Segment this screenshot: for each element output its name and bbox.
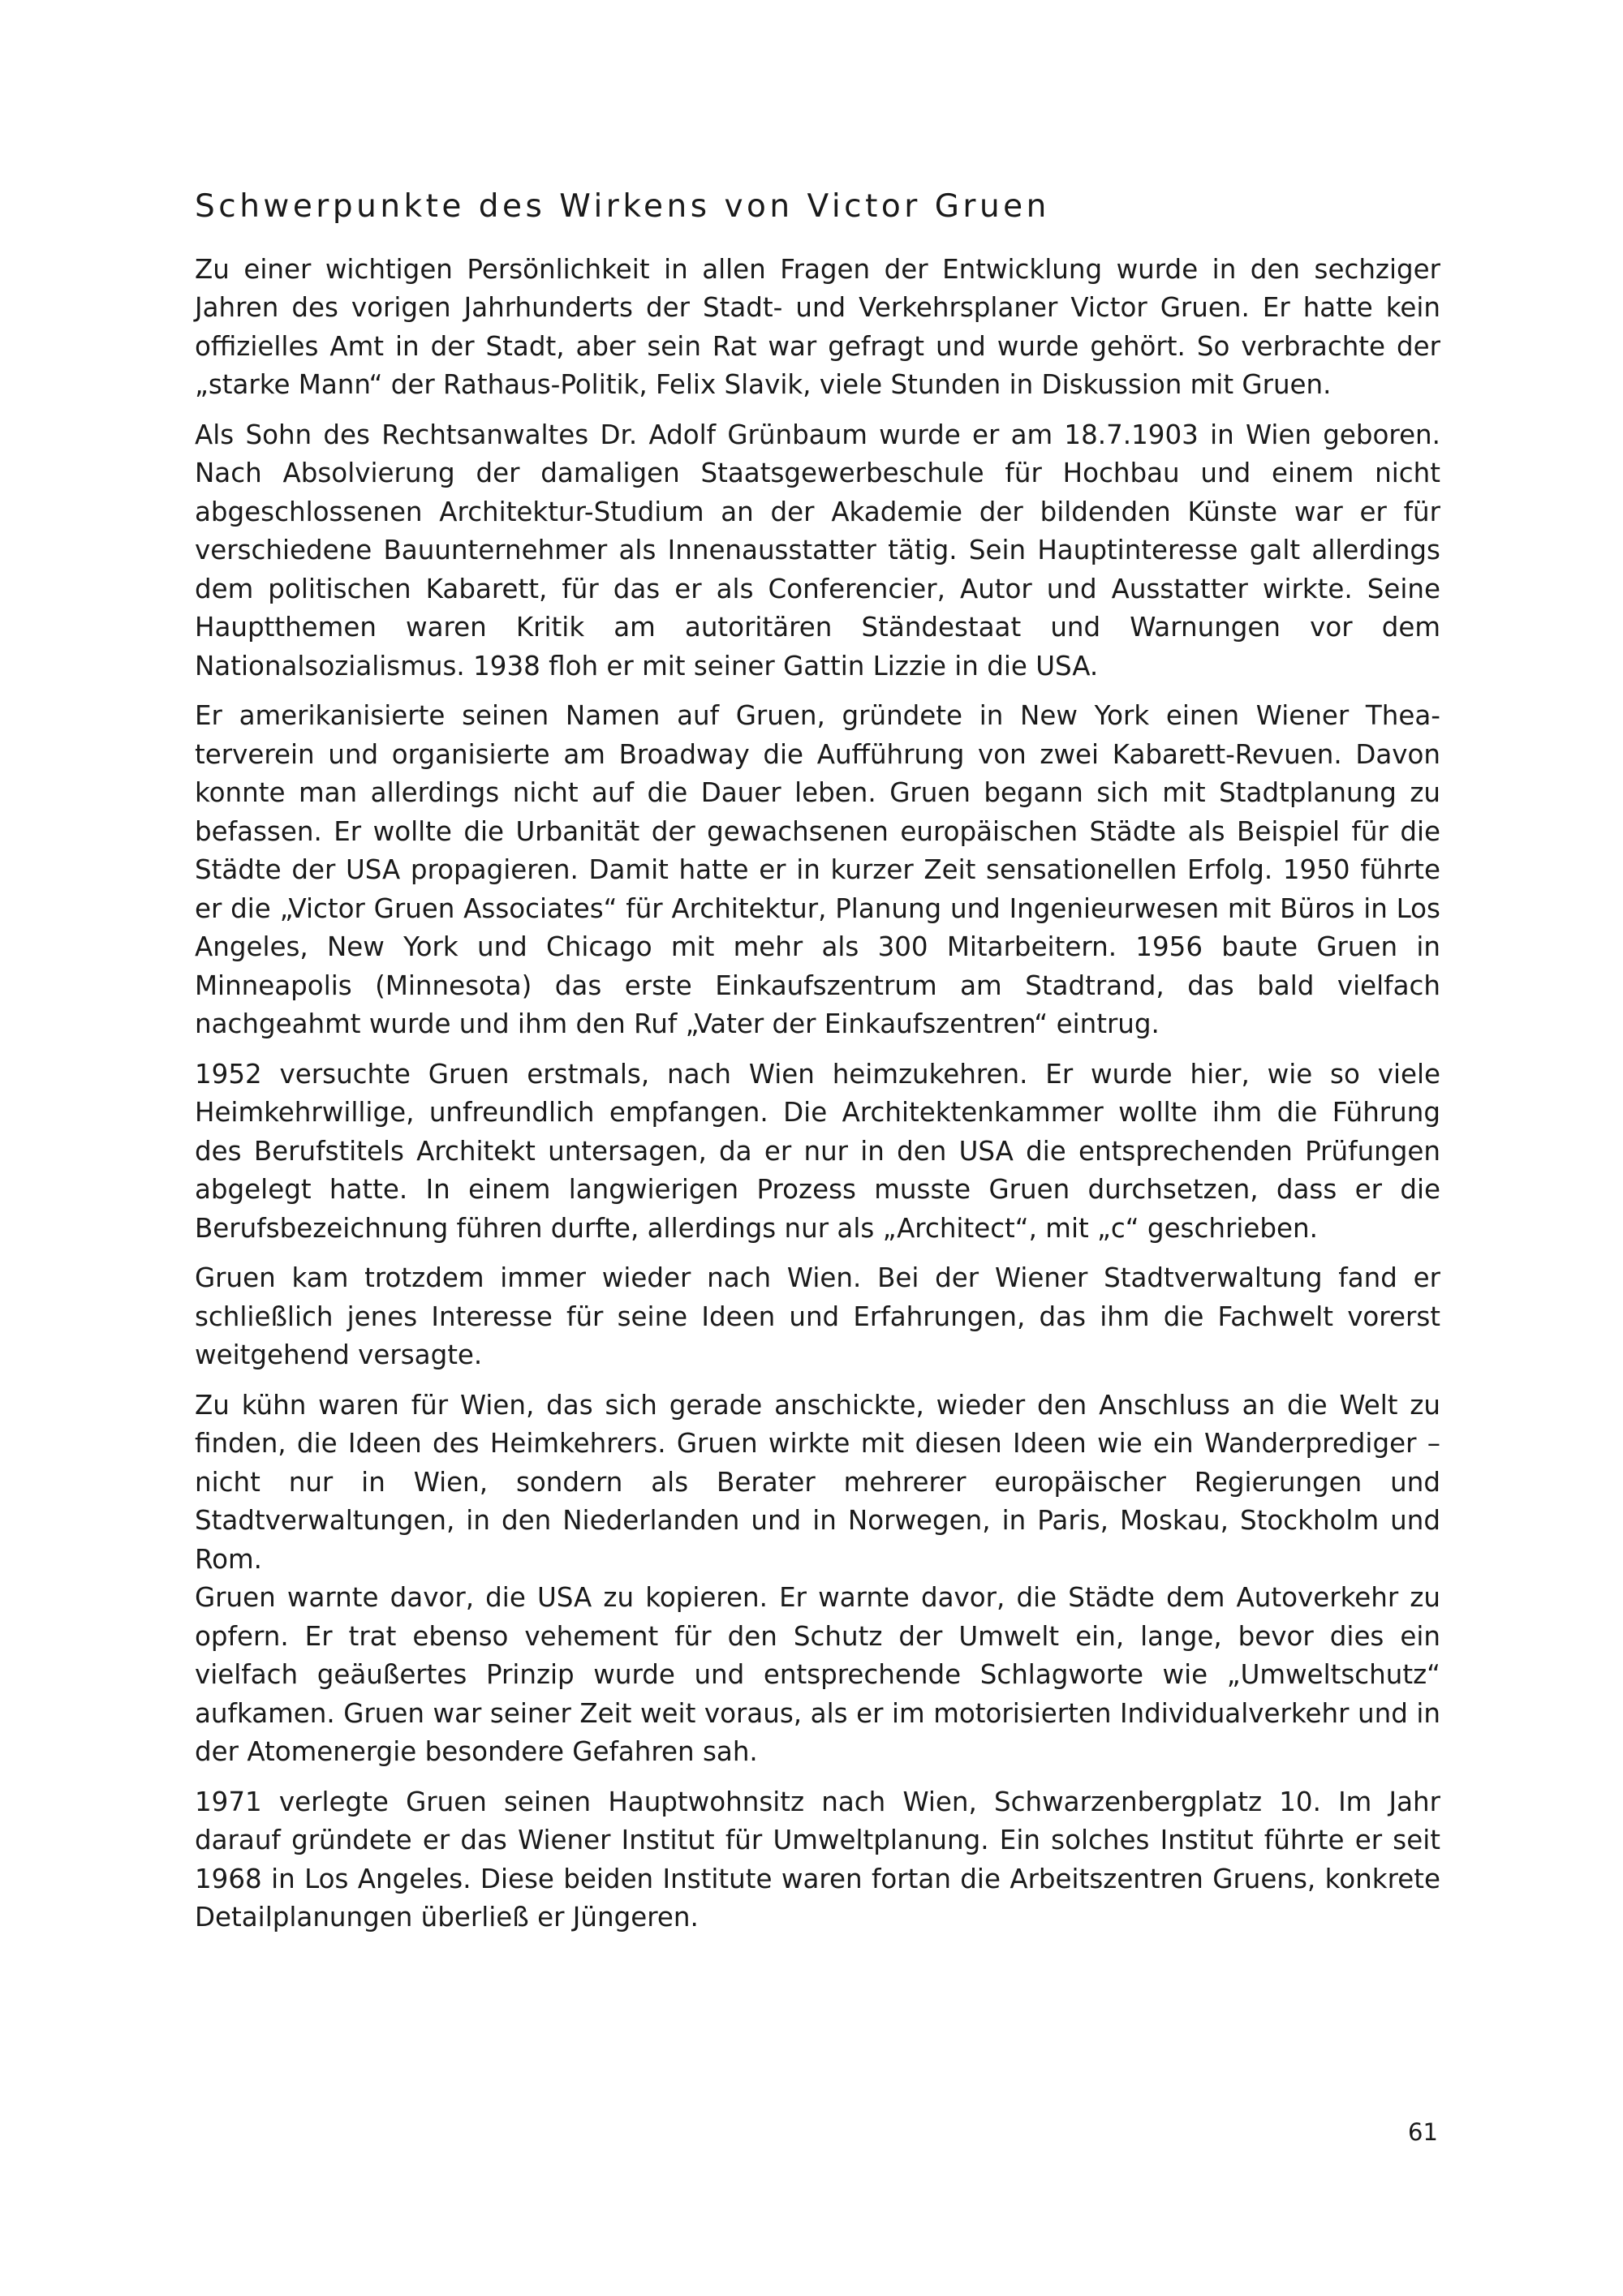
paragraph-2: Als Sohn des Rechtsanwaltes Dr. Adolf Grünbaum wurde er am 18.7.1903 in Wien geboren. Nach Absolvierung der damaligen Staatsgewerbeschule für Hochbau und einem nicht abgeschlossenen Architektur-Studium an der Akademie der bildenden Künste war er für verschiedene Bauunternehmer als Innenausstatter tätig. Sein Hauptinteresse galt allerdings dem politischen Kabarett, für das er als Conferencier, Autor und Ausstatter wirkte. Seine Hauptthemen waren Kritik am autoritären Ständestaat und Warnungen vor dem Nationalsozialismus. 1938 floh er mit seiner Gattin Lizzie in die USA.	[195, 419, 1440, 681]
page-title: Schwerpunkte des Wirkens von Victor Gruen	[195, 188, 1050, 225]
document-page	[195, 188, 1440, 1949]
paragraph-5: Gruen kam trotzdem immer wieder nach Wien. Bei der Wiener Stadtverwaltung fand er schließlich jenes Interesse für seine Ideen und Erfahrungen, das ihm die Fachwelt vorerst weitgehend versagte.	[195, 1262, 1440, 1371]
paragraph-4: 1952 versuchte Gruen erstmals, nach Wien heimzukehren. Er wurde hier, wie so viele Heimkehrwillige, unfreundlich empfangen. Die Architektenkammer wollte ihm die Führung des Berufstitels Architekt untersagen, da er nur in den USA die entsprechenden Prüfungen abgelegt hatte. In einem langwierigen Prozess musste Gruen durchsetzen, dass er die Berufsbezeichnung führen durfte, allerdings nur als „Architect“, mit „c“ geschrieben.	[195, 1058, 1440, 1244]
paragraph-3: Er amerikanisierte seinen Namen auf Gruen, gründete in New York einen Wiener Theaterverein und organisierte am Broadway die Aufführung von zwei Kabarett-Revuen. Davon konnte man allerdings nicht auf die Dauer leben. Gruen begann sich mit Stadtplanung zu befassen. Er wollte die Urbanität der gewachsenen europäischen Städte als Beispiel für die Städte der USA propagieren. Damit hatte er in kurzer Zeit sensationellen Erfolg. 1950 führte er die „Victor Gruen Associates“ für Architektur, Planung und Ingenieurwesen mit Büros in Los Angeles, New York und Chicago mit mehr als 300 Mitarbeitern. 1956 baute Gruen in Minneapolis (Minnesota) das erste Einkaufszentrum am Stadtrand, das bald vielfach nachgeahmt wurde und ihm den Ruf „Vater der Einkaufszentren“ eintrug.	[195, 700, 1440, 1040]
paragraph-1: Zu einer wichtigen Persönlichkeit in allen Fragen der Entwicklung wurde in den sechziger Jahren des vorigen Jahrhunderts der Stadt- und Verkehrsplaner Victor Gruen. Er hatte kein offizielles Amt in der Stadt, aber sein Rat war gefragt und wurde gehört. So verbrachte der „starke Mann“ der Rathaus-Politik, Felix Slavik, viele Stunden in Diskussion mit Gruen.	[195, 253, 1440, 401]
paragraph-7: Gruen warnte davor, die USA zu kopieren. Er warnte davor, die Städte dem Autoverkehr zu opfern. Er trat ebenso vehement für den Schutz der Umwelt ein, lange, bevor dies ein vielfach geäußertes Prinzip wurde und entsprechende Schlagworte wie „Umweltschutz“ aufkamen. Gruen war seiner Zeit weit voraus, als er im motorisierten Individualverkehr und in der Atomenergie besondere Gefahren sah.	[195, 1582, 1440, 1768]
page-number: 61	[1408, 2118, 1438, 2146]
paragraph-6: Zu kühn waren für Wien, das sich gerade anschickte, wieder den Anschluss an die Welt zu finden, die Ideen des Heimkehrers. Gruen wirkte mit diesen Ideen wie ein Wanderprediger – nicht nur in Wien, sondern als Berater mehrerer europäischer Regierungen und Stadtverwaltungen, in den Niederlanden und in Norwegen, in Paris, Moskau, Stockholm und Rom.	[195, 1389, 1440, 1575]
paragraph-8: 1971 verlegte Gruen seinen Hauptwohnsitz nach Wien, Schwarzenbergplatz 10. Im Jahr darauf gründete er das Wiener Institut für Umweltplanung. Ein solches Institut führte er seit 1968 in Los Angeles. Diese beiden Institute waren fortan die Arbeitszentren Gruens, konkrete Detailplanungen überließ er Jüngeren.	[195, 1786, 1440, 1933]
